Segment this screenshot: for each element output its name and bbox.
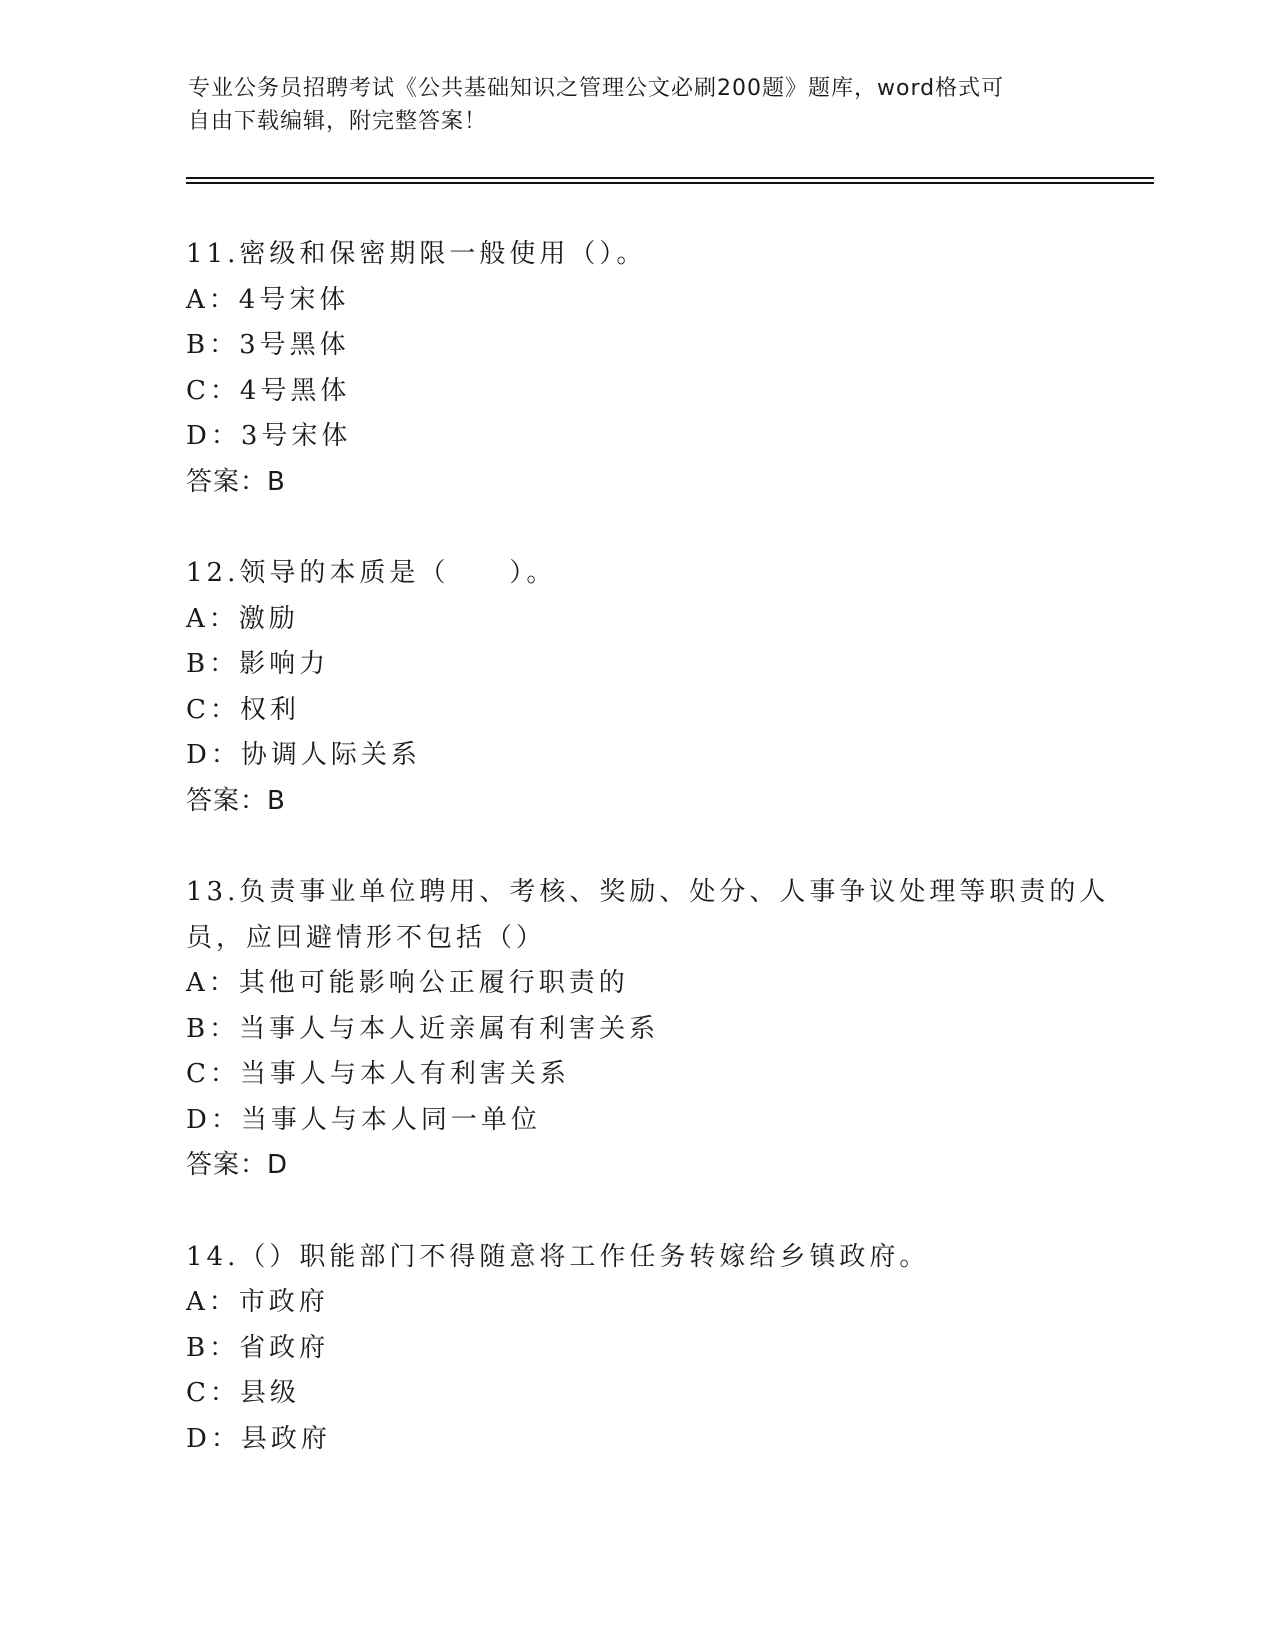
question-stem: 12.领导的本质是（ ）。 bbox=[186, 558, 557, 588]
question-11 bbox=[186, 232, 1086, 505]
header-divider-bottom bbox=[186, 182, 1154, 184]
option-a: A：4号宋体 bbox=[186, 284, 350, 315]
option-a: A：其他可能影响公正履行职责的 bbox=[186, 968, 629, 998]
option-c: C：4号黑体 bbox=[186, 375, 351, 406]
option-c: C：权利 bbox=[186, 694, 300, 725]
option-d: D：3号宋体 bbox=[186, 421, 352, 451]
answer-key: 答案：D bbox=[186, 1150, 289, 1180]
option-b: B：影响力 bbox=[186, 649, 330, 679]
option-b: B：当事人与本人近亲属有利害关系 bbox=[186, 1013, 660, 1044]
option-d: D：县政府 bbox=[186, 1423, 331, 1454]
question-stem-line-1: 13.负责事业单位聘用、考核、奖励、处分、人事争议处理等职责的人 bbox=[186, 877, 1110, 907]
option-a: A：激励 bbox=[186, 603, 299, 634]
option-b: B：3号黑体 bbox=[186, 330, 350, 360]
document-header bbox=[188, 72, 1068, 138]
option-d: D：协调人际关系 bbox=[186, 740, 421, 770]
option-d: D：当事人与本人同一单位 bbox=[186, 1104, 541, 1135]
question-stem-line-2: 员，应回避情形不包括（） bbox=[186, 922, 547, 953]
question-list bbox=[186, 232, 1110, 1508]
question-14 bbox=[186, 1235, 1086, 1463]
question-13 bbox=[186, 870, 1110, 1189]
option-b: B：省政府 bbox=[186, 1332, 330, 1363]
option-c: C：县级 bbox=[186, 1378, 300, 1408]
option-a: A：市政府 bbox=[186, 1287, 329, 1317]
option-c: C：当事人与本人有利害关系 bbox=[186, 1059, 570, 1089]
question-stem: 14.（）职能部门不得随意将工作任务转嫁给乡镇政府。 bbox=[186, 1241, 930, 1272]
answer-key: 答案：B bbox=[186, 785, 286, 816]
question-12 bbox=[186, 551, 1086, 824]
question-stem: 11.密级和保密期限一般使用（）。 bbox=[186, 239, 647, 269]
header-title-line-1: 专业公务员招聘考试《公共基础知识之管理公文必刷200题》题库，word格式可 bbox=[188, 76, 1005, 101]
header-divider-top bbox=[186, 177, 1154, 179]
header-title-line-2: 自由下载编辑，附完整答案！ bbox=[188, 109, 488, 134]
answer-key: 答案：B bbox=[186, 466, 286, 497]
